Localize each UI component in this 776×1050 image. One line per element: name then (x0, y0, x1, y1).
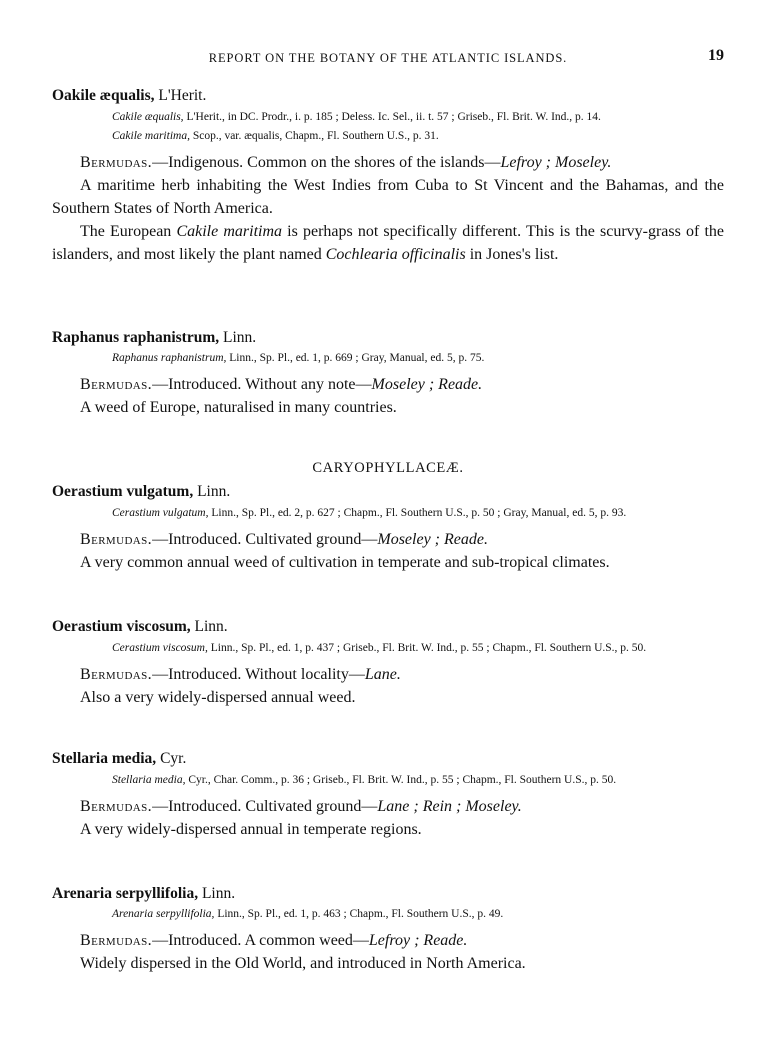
note-paragraph: A very widely-dispersed annual in temperate regions. (80, 821, 422, 838)
section-title: CARYOPHYLLACEÆ. (312, 460, 464, 476)
species-name (52, 884, 724, 904)
citation-text: Linn., Sp. Pl., ed. 1, p. 437 ; Griseb., Fl. Brit. W. Ind., p. 55 ; Chapm., Fl. Southern U.S., p. 50. (210, 642, 647, 654)
species-entry (52, 617, 724, 709)
citation-text: Linn., Sp. Pl., ed. 1, p. 463 ; Chapm., Fl. Southern U.S., p. 49. (217, 908, 504, 920)
locality-note (52, 795, 724, 818)
citation (112, 906, 724, 923)
locality-collectors: Lane. (364, 666, 401, 683)
locality-text: —Introduced. Cultivated ground— (152, 531, 378, 548)
citation-taxon: Cakile maritima, (112, 130, 190, 142)
note-paragraph: Also a very widely-dispersed annual weed. (80, 689, 356, 706)
locality-note (52, 929, 724, 952)
locality-text: —Introduced. Cultivated ground— (152, 798, 378, 815)
locality-note (52, 373, 724, 396)
species-name (52, 328, 724, 348)
note-paragraph: A maritime herb inhabiting the West Indies from Cuba to St Vincent and the Bahamas, and the Southern States of North America. (52, 177, 724, 217)
locality-collectors: Moseley ; Reade. (371, 376, 483, 393)
citation-taxon: Cakile æqualis, (112, 111, 184, 123)
species-entry (52, 86, 724, 266)
note-paragraph: A very common annual weed of cultivation in temperate and sub-tropical climates. (80, 554, 610, 571)
locality-place: Bermudas. (80, 531, 153, 548)
citation-text: Scop., var. æqualis, Chapm., Fl. Southern U.S., p. 31. (192, 130, 439, 142)
species-entry (52, 884, 724, 975)
citation-taxon: Arenaria serpyllifolia, (112, 908, 215, 920)
citation-taxon: Raphanus raphanistrum, (112, 352, 227, 364)
locality-text: —Indigenous. Common on the shores of the islands— (152, 154, 501, 171)
citation-text: L'Herit., in DC. Prodr., i. p. 185 ; Deless. Ic. Sel., ii. t. 57 ; Griseb., Fl. Brit. W. Ind., p. 14. (186, 111, 601, 123)
citation-taxon: Cerastium vulgatum, (112, 507, 209, 519)
species-name (52, 482, 724, 502)
note-text: in Jones's list. (465, 246, 559, 263)
locality-place: Bermudas. (80, 666, 153, 683)
species-name (52, 86, 724, 106)
locality-text: —Introduced. Without any note— (152, 376, 372, 393)
species-binomial: Oerastium viscosum, (52, 618, 191, 635)
note-text: The European (80, 223, 177, 240)
locality-place: Bermudas. (80, 932, 153, 949)
species-authority: Linn. (201, 885, 236, 902)
citation (112, 109, 724, 126)
locality-place: Bermudas. (80, 798, 153, 815)
species-authority: Linn. (222, 329, 257, 346)
citation (112, 640, 724, 657)
species-entry (52, 482, 724, 574)
species-authority: Linn. (197, 483, 231, 500)
citation-taxon: Stellaria media, (112, 774, 186, 786)
species-binomial: Arenaria serpyllifolia, (52, 885, 199, 902)
species-entry (52, 749, 724, 841)
locality-text: —Introduced. A common weed— (152, 932, 369, 949)
citation (112, 350, 724, 367)
note-paragraph: Widely dispersed in the Old World, and introduced in North America. (80, 955, 526, 972)
citation (112, 128, 724, 145)
species-authority: L'Herit. (158, 87, 207, 104)
species-binomial: Oakile æqualis, (52, 87, 155, 104)
note-paragraph (52, 220, 724, 266)
citation-text: Cyr., Char. Comm., p. 36 ; Griseb., Fl. Brit. W. Ind., p. 55 ; Chapm., Fl. Southern U.S., p. 50. (188, 774, 617, 786)
locality-collectors: Moseley ; Reade. (377, 531, 488, 548)
note-taxon: Cochlearia officinalis (325, 246, 466, 263)
locality-note (52, 663, 724, 686)
locality-place: Bermudas. (80, 154, 153, 171)
species-entry (52, 328, 724, 419)
locality-collectors: Lefroy ; Moseley. (500, 154, 612, 171)
citation (112, 772, 724, 789)
citation (112, 505, 724, 522)
citation-text: Linn., Sp. Pl., ed. 1, p. 669 ; Gray, Manual, ed. 5, p. 75. (229, 352, 485, 364)
citation-taxon: Cerastium viscosum, (112, 642, 208, 654)
locality-note (52, 151, 724, 174)
species-binomial: Oerastium vulgatum, (52, 483, 194, 500)
locality-collectors: Lefroy ; Reade. (368, 932, 468, 949)
locality-collectors: Lane ; Rein ; Moseley. (377, 798, 522, 815)
locality-text: —Introduced. Without locality— (152, 666, 365, 683)
page-number: 19 (708, 47, 724, 64)
locality-place: Bermudas. (80, 376, 153, 393)
running-head (0, 47, 776, 69)
species-authority: Cyr. (160, 750, 187, 767)
species-name (52, 749, 724, 769)
running-title: REPORT ON THE BOTANY OF THE ATLANTIC ISLANDS. (208, 51, 568, 65)
species-binomial: Raphanus raphanistrum, (52, 329, 220, 346)
species-binomial: Stellaria media, (52, 750, 157, 767)
note-paragraph: A weed of Europe, naturalised in many countries. (80, 399, 397, 416)
note-text: is perhaps not specifically different. This is the scurvy-grass of the islanders, and most likely the plant named (52, 223, 725, 263)
species-authority: Linn. (194, 618, 228, 635)
locality-note (52, 528, 724, 551)
citation-text: Linn., Sp. Pl., ed. 2, p. 627 ; Chapm., Fl. Southern U.S., p. 50 ; Gray, Manual, ed. 5, p. 93. (211, 507, 627, 519)
species-name (52, 617, 724, 637)
note-taxon: Cakile maritima (176, 223, 283, 240)
